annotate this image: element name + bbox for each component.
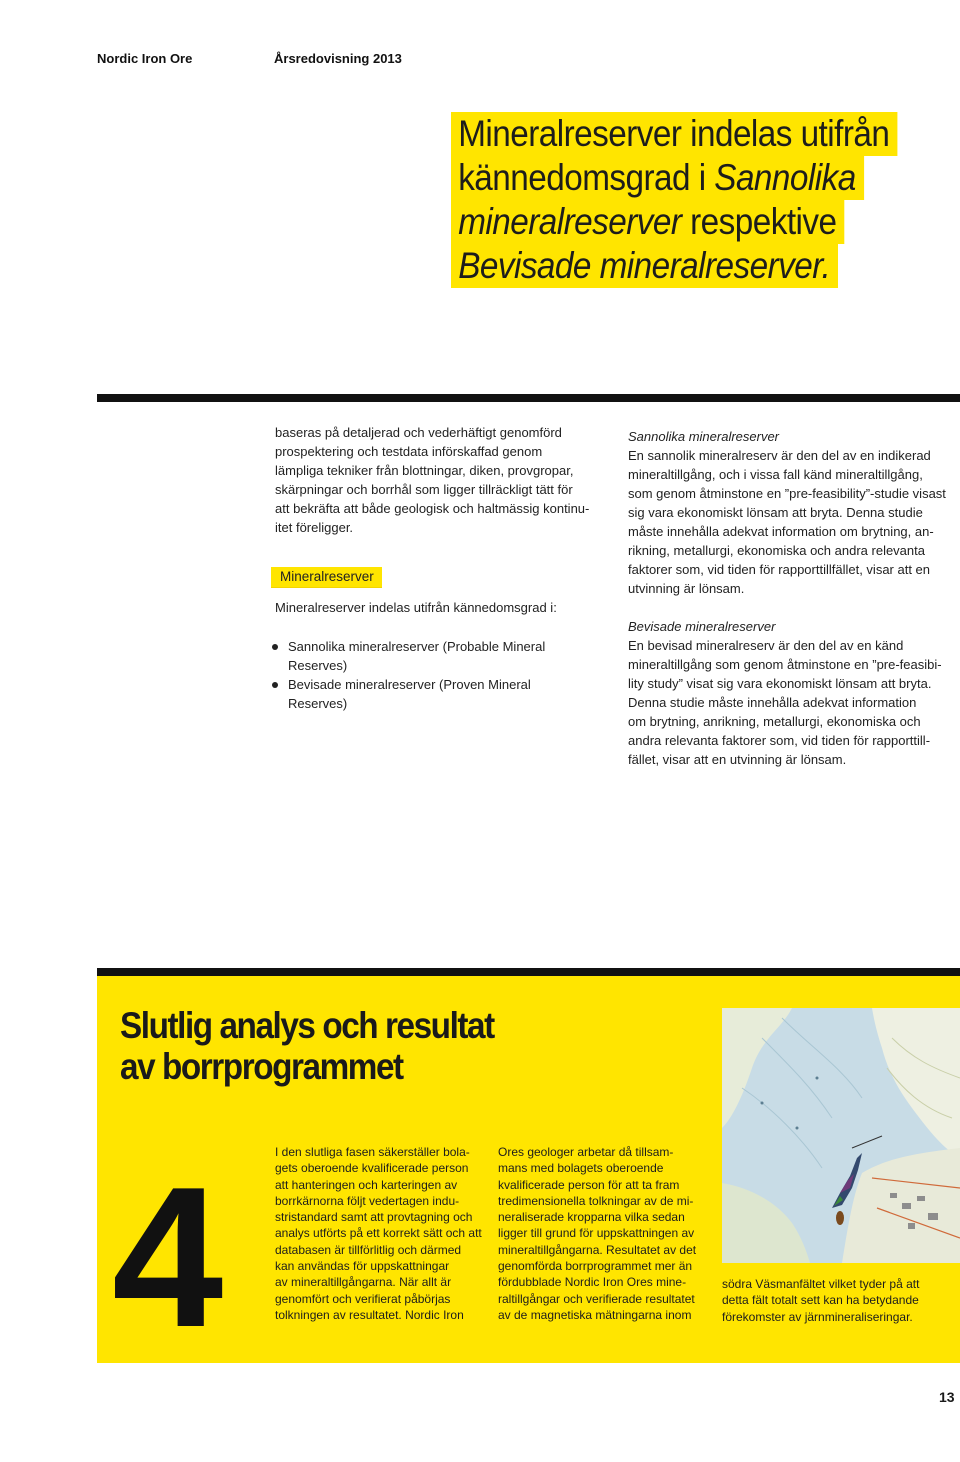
- column-line: neraliserade kropparna vilka sedan: [498, 1210, 685, 1225]
- column-line: kvalificerade person för att ta fram: [498, 1177, 680, 1192]
- paragraph-line: baseras på detaljerad och vederhäftigt genomförd: [275, 425, 562, 440]
- section-number: 4: [112, 1146, 218, 1369]
- map-building: [902, 1203, 911, 1209]
- map-sounding: [761, 1102, 764, 1105]
- definition-line: sig vara ekonomiskt lönsam att bryta. Denna studie: [628, 505, 923, 520]
- paragraph-line: itet föreligger.: [275, 520, 354, 535]
- bullet-list: [272, 637, 602, 713]
- list-item: [272, 637, 602, 675]
- column-line: mineraltillgångarna. Resultatet av det: [498, 1242, 697, 1257]
- definition-line: En sannolik mineralreserv är den del av en indikerad: [628, 448, 931, 463]
- map-sounding: [796, 1127, 799, 1130]
- map-building: [908, 1223, 915, 1229]
- column-line: databasen är tillförlitlig och därmed: [275, 1242, 462, 1257]
- left-column: [275, 423, 605, 537]
- column-line: stristandard samt att provtagning och: [275, 1210, 473, 1225]
- section-title-line: Slutlig analys och resultat: [120, 1005, 494, 1046]
- column-line: I den slutliga fasen säkerställer bola-: [275, 1145, 470, 1159]
- pull-quote-emphasis: Bevisade mineralreserver.: [458, 245, 831, 286]
- pull-quote-emphasis: Sannolika: [714, 157, 856, 198]
- map-building: [928, 1213, 938, 1220]
- map-illustration: [722, 1008, 960, 1263]
- pull-quote-text: kännedomsgrad i: [458, 157, 715, 198]
- definition-line: faktorer som, vid tiden för rapporttillfället, visar att en: [628, 562, 931, 577]
- map-building: [890, 1193, 897, 1198]
- list-item: [272, 675, 602, 713]
- pull-quote-text: Mineralreserver indelas utifrån: [458, 113, 890, 154]
- definition-line: måste innehålla adekvat information om brytning, an-: [628, 524, 934, 539]
- pull-quote-text: respektive: [681, 201, 837, 242]
- page-number: 13: [939, 1389, 955, 1405]
- definition-line: lity study” visat sig vara ekonomiskt lönsam att bryta.: [628, 676, 932, 691]
- section-tag-label: Mineralreserver: [271, 567, 382, 588]
- column-line: kan användas för uppskattningar: [275, 1259, 450, 1274]
- definition-line: som genom åtminstone en ”pre-feasibility”-studie visast: [628, 486, 946, 501]
- column-line: av de magnetiska mätningarna inom: [498, 1307, 692, 1322]
- column-line: borrkärnorna följt vedertagen indu-: [275, 1193, 460, 1208]
- definition-line: rikning, metallurgi, ekonomiska och andra relevanta: [628, 543, 925, 558]
- section-top-rule: [97, 968, 960, 976]
- definition-line: andra relevanta faktorer som, vid tiden för rapporttill-: [628, 733, 931, 748]
- pull-quote-line-2: [451, 156, 864, 200]
- column-line: södra Väsmanfältet vilket tyder på att: [722, 1277, 920, 1291]
- map-building: [917, 1196, 925, 1201]
- column-line: Ores geologer arbetar då tillsam-: [498, 1145, 674, 1159]
- definition-line: mineraltillgång, och i vissa fall känd mineraltillgång,: [628, 467, 923, 482]
- right-column: [628, 427, 960, 769]
- definition-line: utvinning är lönsam.: [628, 581, 745, 596]
- pull-quote-line-1: [451, 112, 897, 156]
- map-image: [722, 1008, 960, 1263]
- list-item-line: Bevisade mineralreserver (Proven Mineral: [288, 677, 531, 692]
- intro-text: Mineralreserver indelas utifrån kännedomsgrad i:: [275, 600, 557, 615]
- list-item-line: Sannolika mineralreserver (Probable Mineral: [288, 639, 546, 654]
- map-marker-brown: [836, 1211, 844, 1225]
- section-column-3: [722, 1276, 952, 1325]
- header-company: Nordic Iron Ore: [97, 51, 193, 66]
- column-line: analys utförts på ett korrekt sätt och att: [275, 1226, 482, 1241]
- column-line: gets oberoende kvalificerade person: [275, 1161, 469, 1176]
- definition-line: En bevisad mineralreserv är den del av en känd: [628, 638, 904, 653]
- divider-rule: [97, 394, 960, 402]
- pull-quote-emphasis: mineralreserver: [458, 201, 682, 242]
- column-line: genomförda borrprogrammet mer än: [498, 1259, 693, 1274]
- column-line: att hanteringen och karteringen av: [275, 1177, 458, 1192]
- section-column-1: [275, 1144, 485, 1323]
- column-line: förekomster av järnmineraliseringar.: [722, 1309, 913, 1324]
- section-tag: [271, 567, 382, 588]
- paragraph-line: lämpliga tekniker från blottningar, diken, provgropar,: [275, 463, 574, 478]
- column-line: genomfört och verifierat påbörjas: [275, 1291, 451, 1306]
- paragraph-line: att bekräfta att både geologisk och haltmässig kontinu-: [275, 501, 590, 516]
- section-column-2: [498, 1144, 713, 1323]
- map-sounding: [816, 1077, 819, 1080]
- header-report-title: Årsredovisning 2013: [274, 51, 402, 66]
- paragraph-line: skärpningar och borrhål som ligger tillräckligt tätt för: [275, 482, 573, 497]
- pull-quote-line-4: [451, 244, 838, 288]
- list-item-line: Reserves): [288, 696, 348, 711]
- column-line: av mineraltillgångarna. När allt är: [275, 1275, 452, 1290]
- definition-heading: Sannolika mineralreserver: [628, 429, 780, 444]
- definition-line: fället, visar att en utvinning är lönsam.: [628, 752, 847, 767]
- column-line: fördubblade Nordic Iron Ores mine-: [498, 1275, 687, 1290]
- column-line: mans med bolagets oberoende: [498, 1161, 664, 1176]
- definition-heading: Bevisade mineralreserver: [628, 619, 776, 634]
- definition-line: om brytning, anrikning, metallurgi, ekonomiska och: [628, 714, 921, 729]
- column-line: tolkningen av resultatet. Nordic Iron: [275, 1307, 464, 1322]
- column-line: detta fält totalt sett kan ha betydande: [722, 1293, 919, 1308]
- column-line: tredimensionella tolkningar av de mi-: [498, 1193, 694, 1208]
- pull-quote-line-3: [451, 200, 845, 244]
- section-title: [120, 1005, 494, 1087]
- list-item-line: Reserves): [288, 658, 348, 673]
- pull-quote: [451, 112, 951, 288]
- column-line: raltillgångar och verifierade resultatet: [498, 1291, 695, 1306]
- paragraph-line: prospektering och testdata införskaffad genom: [275, 444, 543, 459]
- section-title-line: av borrprogrammet: [120, 1046, 403, 1087]
- definition-line: Denna studie måste innehålla adekvat information: [628, 695, 917, 710]
- column-line: ligger till grund för uppskattningen av: [498, 1226, 695, 1241]
- definition-line: mineraltillgång som genom åtminstone en ”pre-feasibi-: [628, 657, 942, 672]
